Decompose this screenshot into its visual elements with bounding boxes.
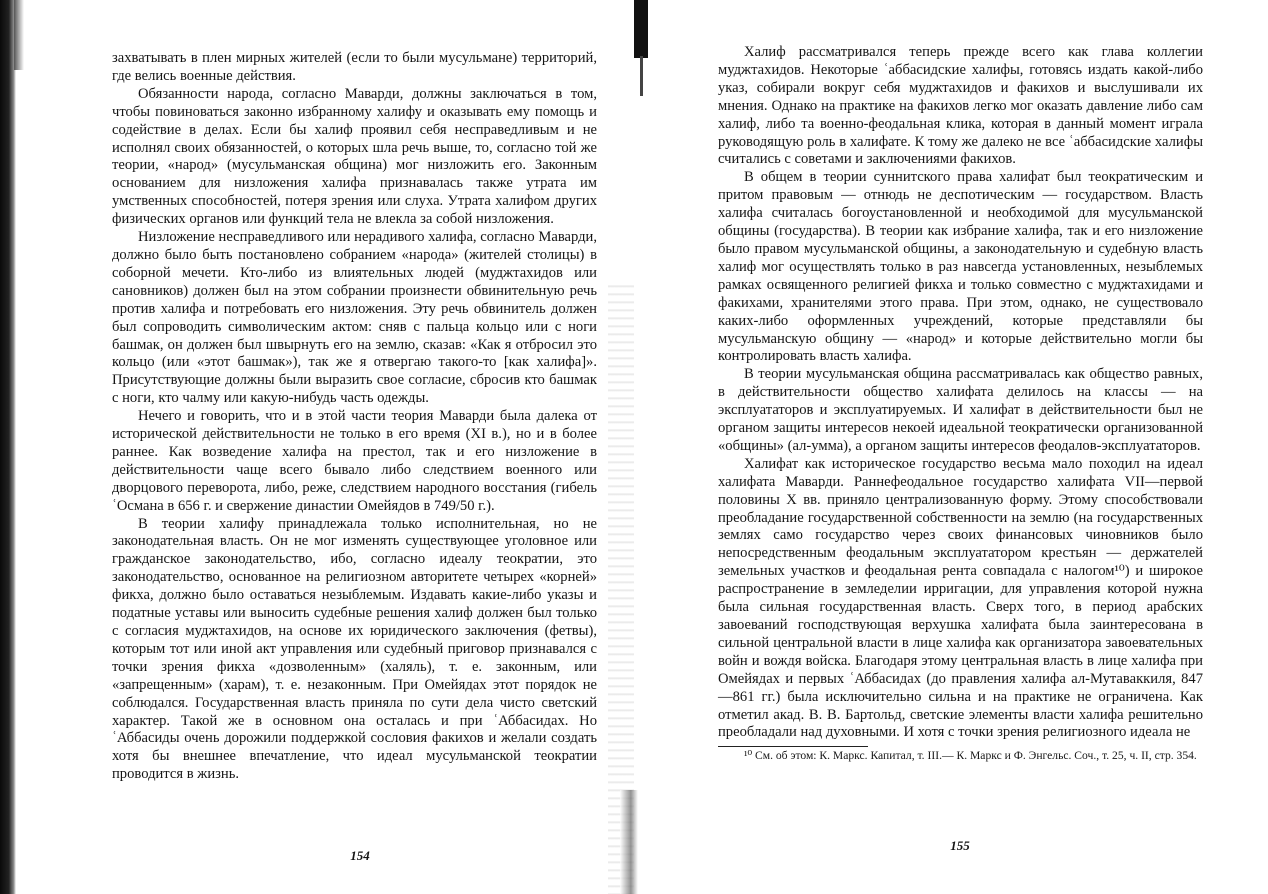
right-paragraph-2: В общем в теории суннитского права халифат был теократическим и притом правовым — отнюдь не деспотическим — государством. Власть халифа считалась богоустановленной и необходимой для мусульманской общины (государства). В теории как избрание халифа, так и его низложение было правом мусульманской общины, а законодательную и судебную власть халиф мог осуществлять только в раз навсегда установленных, незыблемых рамках освященного религией фикха и только совместно с муджтахидами и факихами, хранителями этого права. При этом, однако, не существовало каких-либо оформленных учреждений, которые представляли бы мусульманскую общину — «народ» и которые действительно могли бы контролировать власть халифа.	[718, 169, 1203, 365]
left-paragraph-1: захватывать в плен мирных жителей (если то были мусульмане) территорий, где велись военные действия.	[112, 50, 597, 84]
left-page-number: 154	[350, 848, 370, 863]
footnote: ¹⁰ См. об этом: К. Маркс. Капитал, т. III.— К. Маркс и Ф. Энгельс. Соч., т. 25, ч. II, стр. 354.	[744, 749, 1197, 763]
left-paragraph-5: В теории халифу принадлежала только исполнительная, но не законодательная власть. Он не мог изменять существующее уголовное или гражданское законодательство, ибо, согласно идеалу теократии, это законодательство, основанное на религиозном авторитете четырех «корней» фикха, должно было оставаться незыблемым. Издавать какие-либо указы и податные уставы или выносить судебные решения халиф должен был только с согласия муджтахидов, на основе их юридического заключения (фетвы), которым тот или иной акт управления или судебный приговор признавался с точки зрения фикха «дозволенным» (халяль), т. е. законным, или «запрещенным» (харам), т. е. незаконным. При Омейядах этот порядок не соблюдался. Государственная власть приняла по сути дела чисто светский характер. Такой же в основном она осталась и при ʿАббасидах. Но ʿАббасиды очень дорожили поддержкой сословия факихов и желали создать хотя бы внешнее впечатление, что идеал мусульманской теократии проводится в жизнь.	[112, 515, 597, 783]
gutter-mark	[634, 0, 648, 58]
scan-edge-shadow	[0, 0, 16, 894]
scan-edge-shadow-top	[14, 0, 24, 70]
left-paragraph-4: Нечего и говорить, что и в этой части теория Маварди была далека от исторической действительности не только в его время (XI в.), но и в более раннее. Как возведение халифа на престол, так и его низложение в действительности чаще всего бывало либо следствием военного или дворцового переворота, либо, реже, следствием народного восстания (гибель ʿОсмана в 656 г. и свержение династии Омейядов в 749/50 г.).	[112, 408, 597, 514]
footnote-rule	[718, 746, 868, 747]
left-paragraph-3: Низложение несправедливого или нерадивого халифа, согласно Маварди, должно было быть постановлено собранием «народа» (жителей столицы) в соборной мечети. Кто-либо из влиятельных людей (муджтахидов или сановников) должен был на этом собрании произнести обвинительную речь против халифа и потребовать его низложения. Эту речь обвинитель должен был сопроводить символическим актом: сняв с пальца кольцо или с ноги башмак, он должен был швырнуть его на землю, сказав: «Как я отбросил это кольцо (или «этот башмак»), так же я отвергаю такого-то [как халифа]». Присутствующие должны были выразить свое согласие, сбросив кто башмак с ноги, кто чалму или какую-нибудь часть одежды.	[112, 229, 597, 407]
right-paragraph-1: Халиф рассматривался теперь прежде всего как глава коллегии муджтахидов. Некоторые ʿаббасидские халифы, готовясь издать какой-либо указ, собирали вокруг себя муджтахидов и факихов и выслушивали их мнения. Однако на практике на факихов легко мог оказать давление либо сам халиф, либо та военно-феодальная клика, которая в данный момент играла руководящую роль в халифате. К тому же далеко не все ʿаббасидские халифы считались с советами и заключениями факихов.	[718, 44, 1203, 168]
right-paragraph-3: В теории мусульманская община рассматривалась как общество равных, в действительности общество халифата делилось на классы — на эксплуататоров и эксплуатируемых. И халифат в действительности был не органом защиты интересов некоей идеальной теократически организованной «общины» (ал-умма), а органом защиты интересов феодалов-эксплуататоров.	[718, 366, 1203, 454]
gutter-shadow	[620, 790, 638, 894]
right-paragraph-4: Халифат как историческое государство весьма мало походил на идеал халифата Маварди. Раннефеодальное государство халифата VII—первой половины X вв. приняло централизованную форму. Этому способствовали преобладание государственной собственности на землю (на государственных землях само государство через своих финансовых чиновников было непосредственным феодальным эксплуататором крестьян — держателей земельных участков и феодальная рента совпадала с налогом¹⁰) и широкое распространение в земледелии ирригации, для управления которой нужна была сильная государственная власть. Сверх того, в период арабских завоеваний господствующая верхушка халифата была заинтересована в сильной центральной власти в лице халифа как организатора завоевательных войн и вождя войска. Благодаря этому центральная власть в лице халифа при Омейядах и первых ʿАббасидах (до правления халифа ал-Мутаваккиля, 847—861 гг.) была исключительно сильна и на практике не ограничена. Как отметил акад. В. В. Бартольд, светские элементы власти халифа решительно преобладали над духовными. И хотя с точки зрения религиозного идеала не	[718, 455, 1203, 741]
left-page	[112, 50, 597, 784]
right-page-number: 155	[950, 838, 970, 853]
left-paragraph-2: Обязанности народа, согласно Маварди, должны заключаться в том, чтобы повиноваться законно избранному халифу и оказывать ему помощь и содействие в делах. Если бы халиф проявил себя несправедливым и не исполнял своих обязанностей, о которых шла речь выше, то, согласно той же теории, «народ» (мусульманская община) мог низложить его. Законным основанием для низложения халифа признавалась также утрата им умственных способностей, потеря зрения или слуха. Утрата халифом других физических органов или функций тела не влекла за собой низложения.	[112, 85, 597, 228]
gutter-mark-line	[640, 56, 643, 96]
right-page	[718, 44, 1203, 763]
